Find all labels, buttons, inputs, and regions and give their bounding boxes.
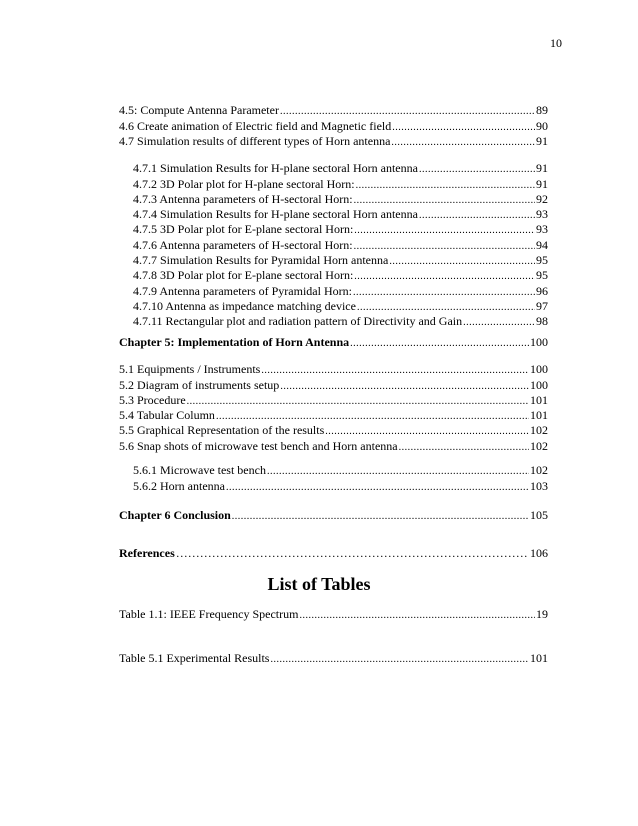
toc-entry[interactable] xyxy=(119,283,548,298)
toc-entry-page: 96 xyxy=(536,283,548,298)
toc-block-4-7 xyxy=(119,161,548,329)
toc-entry[interactable] xyxy=(119,268,548,283)
leader-dots xyxy=(419,163,535,176)
toc-entry[interactable] xyxy=(119,253,548,268)
leader-dots xyxy=(356,179,535,192)
toc-entry[interactable] xyxy=(119,176,548,191)
leader-dots xyxy=(391,136,535,149)
toc-entry-label: 5.6.1 Microwave test bench xyxy=(133,463,266,478)
toc-chapter-5 xyxy=(119,335,548,350)
toc-entry[interactable] xyxy=(119,408,548,423)
toc-entry-page: 100 xyxy=(530,362,548,377)
toc-entry-page: 95 xyxy=(536,253,548,268)
table-entry-page: 101 xyxy=(530,651,548,666)
toc-entry-page: 101 xyxy=(530,392,548,407)
toc-entry[interactable] xyxy=(119,393,548,408)
leader-dots xyxy=(232,510,529,523)
toc-entry-label: 4.7.10 Antenna as impedance matching device xyxy=(133,298,356,313)
toc-entry-label: 5.5 Graphical Representation of the results xyxy=(119,423,325,438)
leader-dots xyxy=(354,240,535,253)
toc-entry[interactable] xyxy=(119,377,548,392)
toc-entry[interactable] xyxy=(119,103,548,118)
toc-entry-label: 4.7.2 3D Polar plot for H-plane sectoral Horn: xyxy=(133,176,355,191)
toc-entry-page: 102 xyxy=(530,438,548,453)
leader-dots xyxy=(354,194,535,207)
toc-entry-page: 102 xyxy=(530,423,548,438)
toc-entry[interactable] xyxy=(119,192,548,207)
table-entry[interactable] xyxy=(119,607,548,622)
toc-entry-page: 100 xyxy=(530,335,548,350)
list-of-tables-heading: List of Tables xyxy=(267,574,371,594)
toc-entry-page: 102 xyxy=(530,463,548,478)
leader-dots xyxy=(392,121,535,134)
toc-entry[interactable] xyxy=(119,222,548,237)
toc-entry-page: 89 xyxy=(536,103,548,118)
toc-block-5 xyxy=(119,362,548,454)
toc-entry-page: 91 xyxy=(536,176,548,191)
toc-block-4-top xyxy=(119,103,548,149)
toc-entry-page: 92 xyxy=(536,191,548,206)
toc-entry-label: 5.1 Equipments / Instruments xyxy=(119,362,261,377)
toc-chapter-6 xyxy=(119,508,548,523)
toc-entry-label: 5.3 Procedure xyxy=(119,392,186,407)
toc-entry-label: 5.6.2 Horn antenna xyxy=(133,478,225,493)
leader-dots xyxy=(399,441,529,454)
leader-dots xyxy=(280,380,529,393)
toc-entry-page: 101 xyxy=(530,408,548,423)
table-entry[interactable] xyxy=(119,651,548,666)
toc-entry-page: 106 xyxy=(530,546,548,561)
toc-entry[interactable] xyxy=(119,237,548,252)
toc-entry[interactable] xyxy=(119,118,548,133)
toc-entry[interactable] xyxy=(119,478,548,493)
leader-dots xyxy=(354,270,535,283)
leader-dots xyxy=(463,316,535,329)
toc-entry[interactable] xyxy=(119,161,548,176)
toc-entry-label: 4.7.4 Simulation Results for H-plane sectoral Horn antenna xyxy=(133,207,418,222)
leader-dots xyxy=(357,301,535,314)
toc-entry[interactable] xyxy=(119,207,548,222)
toc-entry-label: 4.5: Compute Antenna Parameter xyxy=(119,103,279,118)
toc-block-5-6 xyxy=(119,463,548,494)
toc-entry-page: 93 xyxy=(536,207,548,222)
leader-dots xyxy=(226,481,529,494)
toc-entry-page: 93 xyxy=(536,222,548,237)
toc-entry-page: 90 xyxy=(536,118,548,133)
toc-entry-label: 4.7.5 3D Polar plot for E-plane sectoral Horn: xyxy=(133,222,354,237)
toc-entry-page: 100 xyxy=(530,377,548,392)
leader-dots xyxy=(270,653,529,666)
leader-dots xyxy=(299,609,535,622)
toc-entry-page: 98 xyxy=(536,314,548,329)
list-of-tables-block xyxy=(119,607,548,622)
leader-dots xyxy=(353,286,535,299)
toc-entry-page: 95 xyxy=(536,268,548,283)
toc-references xyxy=(119,546,548,561)
leader-dots xyxy=(176,546,529,561)
table-entry-label: Table 1.1: IEEE Frequency Spectrum xyxy=(119,607,299,622)
leader-dots xyxy=(267,465,529,478)
toc-entry[interactable] xyxy=(119,546,548,561)
toc-entry-label: 4.7.6 Antenna parameters of H-sectoral Horn: xyxy=(133,237,353,252)
leader-dots xyxy=(419,209,535,222)
leader-dots xyxy=(350,337,529,350)
table-entry-label: Table 5.1 Experimental Results xyxy=(119,651,270,666)
toc-entry[interactable] xyxy=(119,362,548,377)
toc-entry[interactable] xyxy=(119,299,548,314)
toc-entry-label: 4.7.3 Antenna parameters of H-sectoral Horn: xyxy=(133,191,353,206)
toc-entry[interactable] xyxy=(119,423,548,438)
toc-entry-label: Chapter 6 Conclusion xyxy=(119,508,231,523)
leader-dots xyxy=(261,364,529,377)
toc-entry[interactable] xyxy=(119,134,548,149)
leader-dots xyxy=(354,224,535,237)
toc-entry-page: 105 xyxy=(530,508,548,523)
leader-dots xyxy=(216,410,529,423)
toc-entry[interactable] xyxy=(119,508,548,523)
toc-entry-label: 5.2 Diagram of instruments setup xyxy=(119,377,280,392)
toc-entry-label: 4.7.11 Rectangular plot and radiation pattern of Directivity and Gain xyxy=(133,314,463,329)
toc-entry-page: 103 xyxy=(530,478,548,493)
toc-entry-label: 4.7.1 Simulation Results for H-plane sectoral Horn antenna xyxy=(133,161,418,176)
toc-entry-label: Chapter 5: Implementation of Horn Antenna xyxy=(119,335,350,350)
table-entry-page: 19 xyxy=(536,607,548,622)
toc-entry-label: 4.6 Create animation of Electric field and Magnetic field xyxy=(119,118,392,133)
toc-entry-page: 94 xyxy=(536,237,548,252)
leader-dots xyxy=(325,425,529,438)
leader-dots xyxy=(187,395,529,408)
toc-entry-label: 4.7.7 Simulation Results for Pyramidal Horn antenna xyxy=(133,253,389,268)
toc-entry-page: 97 xyxy=(536,298,548,313)
toc-entry[interactable] xyxy=(119,463,548,478)
toc-entry-label: References xyxy=(119,546,175,561)
toc-entry-label: 4.7.8 3D Polar plot for E-plane sectoral Horn: xyxy=(133,268,354,283)
toc-entry-label: 4.7 Simulation results of different types of Horn antenna xyxy=(119,133,391,148)
toc-entry[interactable] xyxy=(119,335,548,350)
toc-entry[interactable] xyxy=(119,438,548,453)
toc-entry-label: 5.6 Snap shots of microwave test bench and Horn antenna xyxy=(119,438,398,453)
toc-entry-page: 91 xyxy=(536,161,548,176)
leader-dots xyxy=(389,255,535,268)
toc-entry-label: 4.7.9 Antenna parameters of Pyramidal Horn: xyxy=(133,283,352,298)
toc-entry-page: 91 xyxy=(536,133,548,148)
page-number: 10 xyxy=(550,36,562,50)
list-of-tables-block xyxy=(119,651,548,666)
toc-entry[interactable] xyxy=(119,314,548,329)
toc-entry-label: 5.4 Tabular Column xyxy=(119,408,215,423)
leader-dots xyxy=(280,105,535,118)
